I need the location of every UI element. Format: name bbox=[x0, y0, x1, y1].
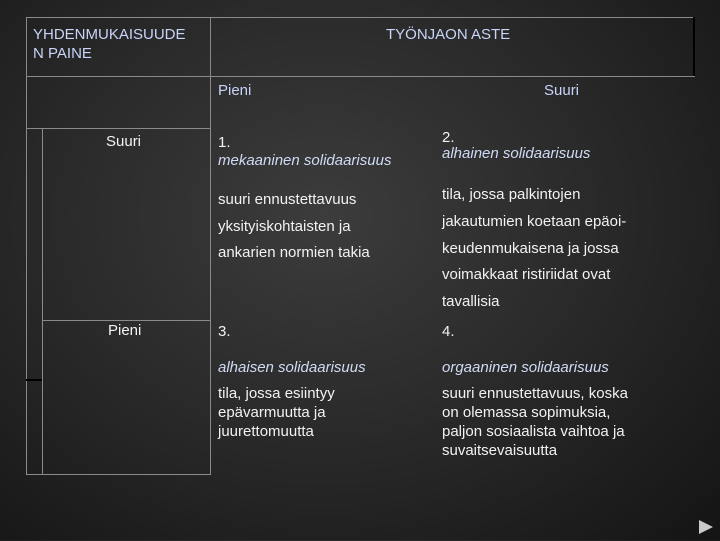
cell1-number: 1. bbox=[218, 134, 231, 151]
cell3-title: alhaisen solidaarisuus bbox=[218, 359, 366, 376]
cell2-line: keudenmukaisena ja jossa bbox=[442, 240, 619, 257]
next-slide-arrow-icon[interactable] bbox=[696, 518, 716, 536]
cell4-number: 4. bbox=[442, 323, 455, 340]
header-col1-line2: N PAINE bbox=[33, 45, 92, 62]
grid-col-divider bbox=[210, 17, 211, 474]
grid-left-border bbox=[26, 17, 27, 474]
header-col2: TYÖNJAON ASTE bbox=[386, 26, 511, 43]
grid-row-label-divider bbox=[42, 128, 43, 474]
cell2-line: tavallisia bbox=[442, 293, 500, 310]
cell4-line: paljon sosiaalista vaihtoa ja bbox=[442, 423, 625, 440]
cell2-number: 2. bbox=[442, 129, 455, 146]
cell1-line: suuri ennustettavuus bbox=[218, 191, 357, 208]
header-col1-line1: YHDENMUKAISUUDE bbox=[33, 26, 186, 43]
cell4-line: suvaitsevaisuutta bbox=[442, 442, 558, 459]
grid-right-border-top bbox=[693, 17, 695, 76]
subheader-suuri: Suuri bbox=[544, 82, 580, 99]
grid-bottom-border bbox=[26, 474, 211, 475]
grid-left-marker bbox=[26, 379, 42, 381]
cell2-title: alhainen solidaarisuus bbox=[442, 145, 591, 162]
cell1-line: ankarien normien takia bbox=[218, 244, 370, 261]
play-arrow-icon bbox=[696, 518, 716, 536]
cell1-title: mekaaninen solidaarisuus bbox=[218, 152, 392, 169]
cell3-line: epävarmuutta ja bbox=[218, 404, 326, 421]
row-label-pieni: Pieni bbox=[108, 322, 142, 339]
grid-row-separator bbox=[42, 320, 210, 321]
cell1-line: yksityiskohtaisten ja bbox=[218, 218, 351, 235]
cell2-line: jakautumien koetaan epäoi- bbox=[442, 213, 627, 230]
cell4-line: suuri ennustettavuus, koska bbox=[442, 385, 628, 402]
cell3-number: 3. bbox=[218, 323, 231, 340]
cell3-line: juurettomuutta bbox=[218, 423, 314, 440]
grid-header-bottom bbox=[26, 76, 695, 77]
row-label-suuri: Suuri bbox=[106, 133, 142, 150]
cell3-line: tila, jossa esiintyy bbox=[218, 385, 335, 402]
cell4-line: on olemassa sopimuksia, bbox=[442, 404, 611, 421]
cell2-line: voimakkaat ristiriidat ovat bbox=[442, 266, 611, 283]
subheader-pieni: Pieni bbox=[218, 82, 252, 99]
grid-subheader-bottom bbox=[26, 128, 210, 129]
cell4-title: orgaaninen solidaarisuus bbox=[442, 359, 609, 376]
cell2-line: tila, jossa palkintojen bbox=[442, 186, 581, 203]
grid-top-border bbox=[26, 17, 694, 18]
